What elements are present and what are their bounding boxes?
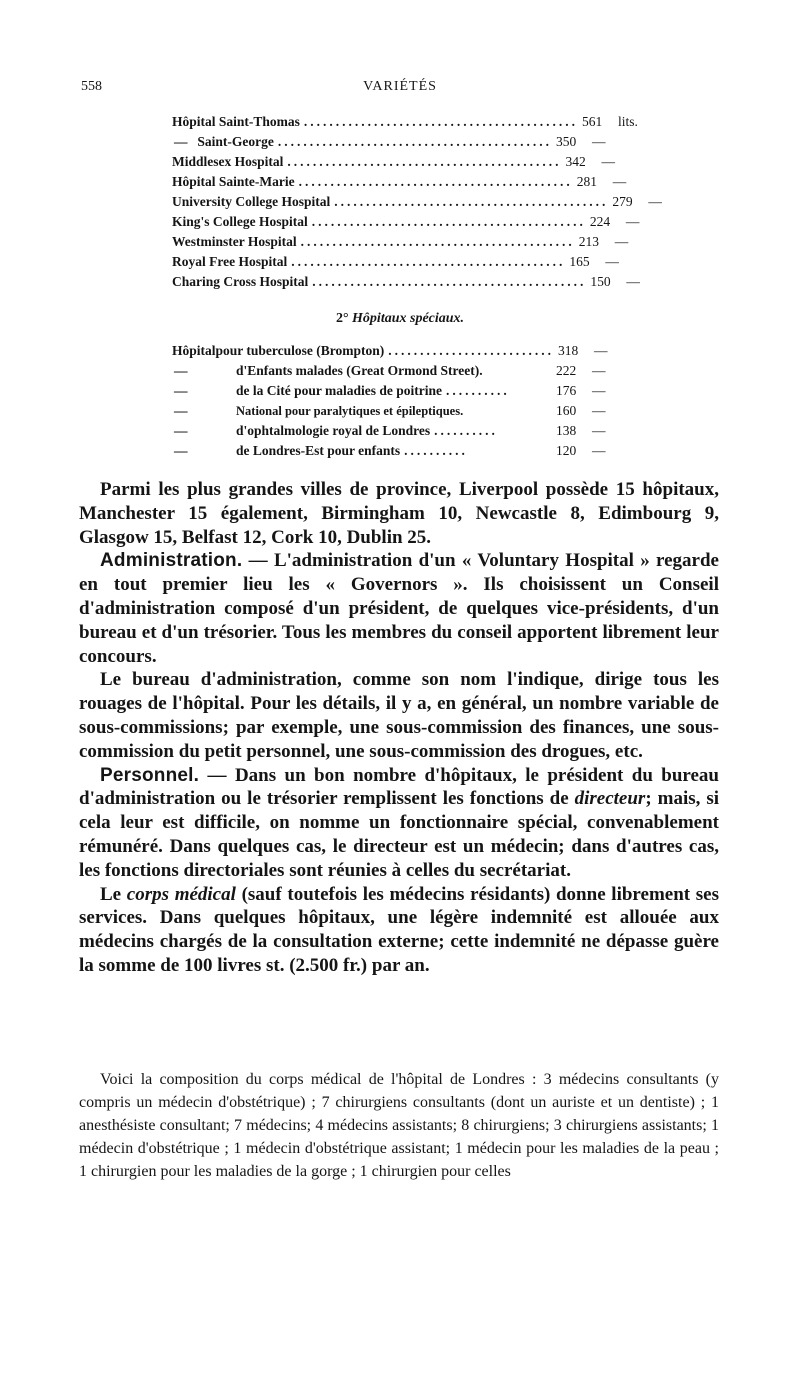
hospital-name: pour tuberculose (Brompton) — [215, 343, 385, 358]
list-item — [172, 403, 632, 423]
bed-count: 224 — [589, 214, 611, 229]
bed-unit: — — [625, 214, 640, 229]
list-item — [172, 363, 632, 383]
bed-count: 561 — [582, 114, 603, 129]
administration-heading: Administration. — [100, 550, 243, 572]
personnel-text-a: — Dans un bon nombre d'hôpitaux, le président du bureau d'administration ou le trésorier remplissent les fonctions de — [79, 764, 719, 810]
leader-dots: ........................................... — [303, 114, 579, 129]
corps-text-a: Le — [100, 883, 127, 905]
hospital-name: Middlesex Hospital — [172, 154, 284, 169]
list-item — [172, 154, 632, 174]
section-title: Hôpitaux spéciaux. — [352, 311, 465, 326]
list-item — [172, 343, 632, 363]
bed-count: 222 — [556, 363, 577, 378]
corps-text-b: (sauf toutefois les médecins résidants) donne librement ses services. Dans quelques hôpitaux, une légère indemnité est allouée aux médecins chargés de la consultation externe; cette indemnité ne dépasse guère la somme de 100 livres st. (2.500 fr.) par an. — [79, 883, 720, 976]
bed-count: 350 — [556, 134, 577, 149]
hospital-name: Royal Free Hospital — [172, 254, 288, 269]
hospital-name: King's College Hospital — [172, 214, 308, 229]
list-item — [172, 174, 632, 194]
bed-unit: — — [592, 134, 606, 149]
bed-unit: — — [612, 174, 627, 189]
personnel-text-b: ; mais, si cela leur est difficile, on nomme un fonctionnaire spécial, convenablement rémunéré. Dans quelques cas, le directeur est un médecin; dans d'autres cas, les fonctions directoriales sont réunies à celles du secrétariat. — [79, 788, 720, 881]
row-prefix: — — [174, 363, 188, 378]
hospital-name: National pour paralytiques et épileptiques. — [236, 404, 464, 418]
leader-dots: ........................................... — [291, 254, 566, 269]
hospital-name: d'Enfants malades (Great Ormond Street). — [236, 363, 483, 378]
bed-unit: — — [614, 234, 629, 249]
bed-count: 213 — [578, 234, 599, 249]
leader-dots: ........................................... — [277, 134, 552, 149]
leader-dots: ........................................... — [298, 174, 573, 189]
list-item — [172, 443, 632, 463]
hospital-name: d'ophtalmologie royal de Londres — [236, 423, 431, 438]
personnel-emphasis: directeur — [574, 788, 646, 810]
hospital-name: University College Hospital — [172, 194, 331, 209]
hospital-name: de la Cité pour maladies de poitrine — [236, 383, 443, 398]
bed-unit: — — [601, 154, 616, 169]
special-hospitals-list — [172, 343, 632, 463]
list-item — [172, 254, 632, 274]
hospital-name: Westminster Hospital — [172, 234, 297, 249]
row-prefix: — — [174, 383, 188, 398]
list-item — [172, 114, 638, 134]
hospital-name: Hôpital Saint-Thomas — [172, 114, 300, 129]
leader-dots: ........................................... — [311, 214, 586, 229]
row-prefix: — — [174, 423, 188, 438]
leader-dots: .......................... — [388, 343, 555, 358]
list-item — [172, 214, 640, 234]
hospital-name: Saint-George — [197, 134, 274, 149]
bed-count: 318 — [558, 343, 579, 358]
bed-unit: — — [592, 383, 606, 398]
paragraph-provinces: Parmi les plus grandes villes de province, Liverpool possède 15 hôpitaux, Manchester 15 également, Birmingham 10, Newcastle 8, Edimbourg 9, Glasgow 15, Belfast 12, Cork 10, Dublin 25. — [79, 479, 719, 548]
list-item — [172, 274, 640, 294]
row-prefix: Hôpital — [172, 343, 216, 358]
bed-unit: — — [592, 423, 606, 438]
personnel-heading: Personnel. — [100, 764, 200, 786]
bed-count: 150 — [590, 274, 611, 289]
leader-dots: ........................................... — [334, 194, 609, 209]
row-prefix: — — [174, 443, 188, 458]
leader-dots: ........................................... — [312, 274, 587, 289]
main-text — [79, 478, 719, 978]
bed-count: 281 — [576, 174, 597, 189]
hospital-name: Charing Cross Hospital — [172, 274, 309, 289]
bed-count: 176 — [556, 383, 577, 398]
paragraph-bureau: Le bureau d'administration, comme son nom l'indique, dirige tous les rouages de l'hôpital. Pour les détails, il y a, en général, un nombre variable de sous-commissions; par exemple, une sous-commission des finances, une sous-commission du petit personnel, une sous-commission des drogues, etc. — [79, 669, 719, 762]
bed-unit: — — [594, 343, 608, 358]
hospital-name: Hôpital Sainte-Marie — [172, 174, 295, 189]
list-item — [172, 423, 632, 443]
list-item — [172, 234, 632, 254]
leader-dots: ........................................... — [287, 154, 562, 169]
general-hospitals-list — [172, 114, 662, 294]
bed-count: 279 — [612, 194, 633, 209]
bed-unit: — — [592, 403, 606, 418]
bed-unit: lits. — [618, 114, 638, 129]
section-number: 2° — [335, 311, 349, 326]
bed-unit: — — [626, 274, 640, 289]
paragraph-corps-medical — [79, 883, 719, 978]
list-item — [172, 383, 632, 403]
page-number: 558 — [81, 79, 102, 94]
bed-unit: — — [605, 254, 619, 269]
list-item — [172, 134, 632, 154]
row-prefix: — — [174, 134, 188, 149]
paragraph-administration — [79, 549, 719, 668]
bed-count: 160 — [556, 403, 577, 418]
bed-unit: — — [592, 363, 606, 378]
row-prefix: — — [174, 403, 188, 418]
leader-dots: ........................................... — [300, 234, 575, 249]
section-heading — [0, 311, 800, 327]
paragraph-personnel — [79, 764, 719, 883]
corps-emphasis: corps médical — [126, 883, 236, 905]
bed-unit: — — [648, 194, 662, 209]
leader-dots: .......... — [434, 423, 498, 438]
bed-count: 342 — [565, 154, 586, 169]
bed-count: 165 — [569, 254, 590, 269]
bed-unit: — — [592, 443, 606, 458]
running-head: VARIÉTÉS — [363, 79, 437, 94]
administration-text: — L'administration d'un « Voluntary Hospital » regarde en tout premier lieu les « Governors ». Ils choisissent un Conseil d'administration composé d'un président, de quelques vice-présidents, d'un bureau et d'un trésorier. Tous les membres du conseil apportent librement leur concours. — [79, 550, 719, 667]
bed-count: 138 — [556, 423, 577, 438]
hospital-name: de Londres-Est pour enfants — [236, 443, 401, 458]
bed-count: 120 — [556, 443, 577, 458]
paragraph-note: Voici la composition du corps médical de l'hôpital de Londres : 3 médecins consultants (y compris un médecin d'obstétrique) ; 7 chirurgiens consultants (dont un auriste et un dentiste) ; 1 anesthésiste consultant; 7 médecins; 4 médecins assistants; 8 chirurgiens; 3 chirurgiens assistants; 1 médecin d'obstétrique ; 1 médecin d'obstétrique assistant; 1 médecin pour les maladies de la peau ; 1 chirurgien pour les maladies de la gorge ; 1 chirurgien pour celles — [79, 1071, 719, 1180]
leader-dots: .......... — [446, 383, 510, 398]
list-item — [172, 194, 662, 214]
note-text — [79, 1068, 719, 1183]
leader-dots: .......... — [404, 443, 468, 458]
